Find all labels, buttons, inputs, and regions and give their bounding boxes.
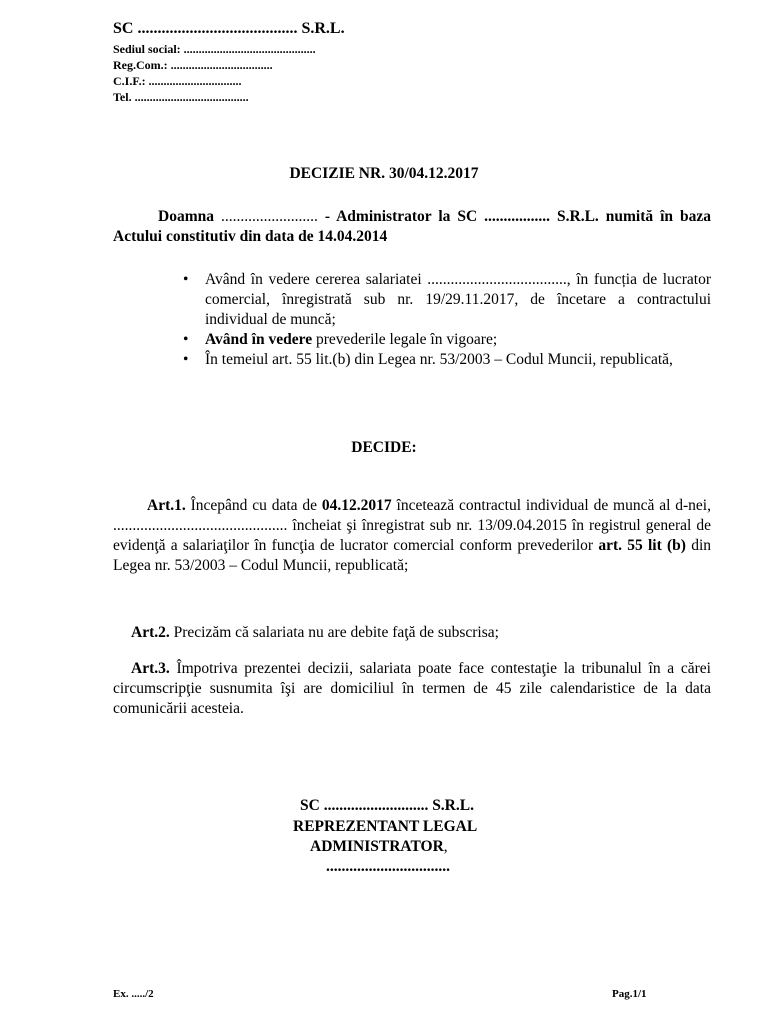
bullet-text-1: Având în vedere cererea salariatei ...................................., în funcția de lucrator comercial, înregistrată sub nr. 19/29.11.2017, de încetare a contractului individual de muncă; (205, 271, 711, 328)
bullet-icon: • (183, 331, 189, 348)
article-2 (113, 623, 711, 643)
signature-title-comma: , (443, 838, 448, 855)
decision-title: DECIZIE NR. 30/04.12.2017 (289, 165, 479, 182)
article-1-text-c: din Legea nr. 53/2003 – Codul Muncii, republicată; (113, 537, 712, 574)
signature-role: REPREZENTANT LEGAL (293, 818, 478, 835)
article-2-label: Art.2. (131, 624, 170, 641)
bullet-icon: • (183, 351, 189, 368)
signature-line: ................................ (326, 858, 450, 875)
article-2-text: Precizăm că salariata nu are debite faţă de subscrisa; (169, 624, 499, 641)
signature-title (310, 836, 448, 857)
list-item (180, 270, 711, 330)
signature-firm: SC ........................... S.R.L. (300, 797, 474, 814)
fiscal-code-line: C.I.F.: ............................... (113, 74, 242, 88)
article-1 (113, 496, 711, 576)
considerations-list (180, 270, 711, 370)
intro-text: - Administrator la SC ................. S.R.L. numită în baza Actului constitutiv din data de 14.04.2014 (113, 208, 712, 245)
list-item (180, 350, 711, 370)
trade-register-line: Reg.Com.: .................................. (113, 58, 273, 72)
article-3 (113, 659, 711, 719)
phone-line: Tel. ...................................... (113, 90, 249, 104)
article-3-text: Împotriva prezentei decizii, salariata poate face contestaţie la tribunalul în a cărei circumscripţie susnumita îşi are domiciliul în termen de 45 zile calendaristice de la data comunicării acesteia. (113, 660, 711, 717)
intro-dots: ......................... (213, 208, 325, 225)
article-1-text-a: Începând cu data de (185, 497, 322, 514)
article-3-label: Art.3. (131, 660, 170, 677)
bullet-text-2: prevederile legale în vigoare; (312, 331, 498, 348)
list-item (180, 330, 711, 350)
bullet-icon: • (183, 271, 189, 288)
registered-office-line: Sediul social: ............................................ (113, 42, 316, 56)
article-1-law-ref: art. 55 lit (b) (598, 537, 686, 554)
signature-title-text: ADMINISTRATOR (310, 838, 444, 855)
copy-count: Ex. ...../2 (113, 988, 154, 1000)
article-1-date: 04.12.2017 (321, 497, 392, 514)
article-1-label: Art.1. (147, 497, 186, 514)
decide-heading: DECIDE: (351, 439, 417, 456)
bullet-text-2-bold: Având în vedere (205, 331, 313, 348)
intro-paragraph (113, 207, 711, 247)
intro-label: Doamna (158, 208, 214, 225)
article-1-text-b: încetează contractul individual de muncă al d-nei, ............................................. încheiat şi înregistrat sub nr. 13/09.04.2015 în registrul general de evidenţă a salariaţilor în funcţia de lucrator comercial conform prevederilor (113, 497, 711, 554)
page-number: Pag.1/1 (612, 988, 647, 1000)
company-name: SC ........................................ S.R.L. (113, 20, 345, 37)
bullet-text-3: În temeiul art. 55 lit.(b) din Legea nr. 53/2003 – Codul Muncii, republicată, (205, 351, 673, 368)
